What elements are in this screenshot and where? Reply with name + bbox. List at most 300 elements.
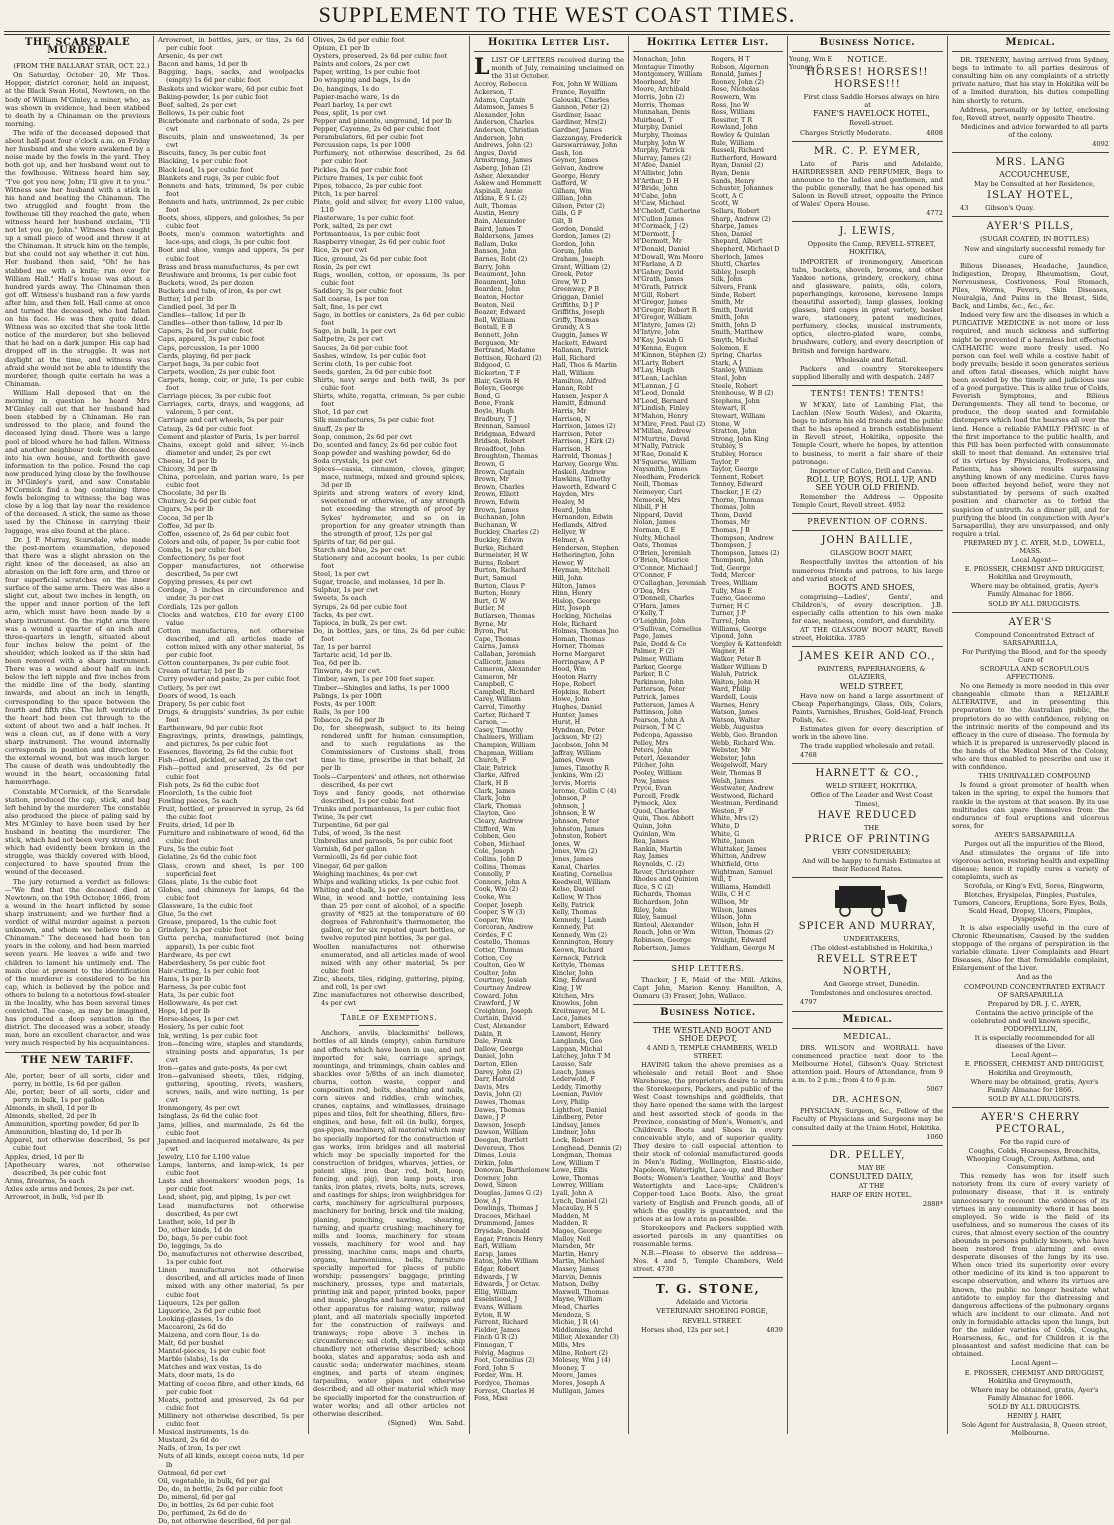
letter-name: Garswarraway, John (552, 141, 618, 150)
tariff-item: Jewelry, L10 for L100 value (158, 1152, 250, 1161)
exemptions-text: Anchors, anvils, blacksmiths' bellows, bottles of all kinds (empty), cabin furniture and effects which have been in use, and not imported for sale, carriage springs, mountings, and trimmings, chain cables and shackles over 5/8ths of an inch diameter, churns, cotton waste, copper and composition rod, bolts, sheathing and nails, corn sieves and riddles, crab winches, cranes, captains, and windlasses, drainage pipes and tiles, felt for sheathing, fillers, fire-engines, and hose, felt oil (in bulk), forges, gas-pipes, machinery, all material which may be specially imported for the construction of gas works, iron bridges and all material which may be specially imported for the construction of bridges, wharves, jetties, or patent slips, iron (bar, rod, bolt, hoop, fencing, and pig), iron lamp posts, iron tanks, iron plates, rivets, bolts, nuts, screws, and castings for ships; iron weighbridges for carts, machinery for agricultural purposes, machinery for boring, brick and tile making, planing, punching, sawing, shearing, turning, and quartz crushing; machinery for mills and looms, machinery for steam vessels, machinery for wool and hay pressing, machine cans, maps and charts, organs, harmoniums, bells, furniture specially imported for places of public worship; passengers' baggage, printing machinery, presses, type and materials, printing ink and paper, printed books, paper and music, ploughs and harrows, pumps and other apparatus for raising water, railway plant, and all materials specially imported for the construction of railways and tramways; rope above 3 inches in circumference; sail cloth, ships' blocks, ship chandlery not otherwise described; school books, slates and apparatus; soda ash and caustic soda; underwater machines, steam engines, and parts of steam engines; tarpaulins, water pipes not otherwise described; and all other material which may be specially imported for the construction of water works; and all other articles not otherwise described. (313, 1029, 465, 1418)
letter-name: Pow, James (633, 776, 670, 785)
tariff-item: Matting of cocoa fibre, and other kinds, 6d per cubic foot (158, 1379, 304, 1396)
tariff-item: Lead, sheet, pig, and piping, 1s per cwt (158, 1193, 291, 1202)
lewis-packers (792, 365, 943, 381)
letter-name: Moore, Archibald (633, 85, 690, 94)
letter-name: Burt, G W (474, 596, 507, 605)
tariff-item: Jams, jellies, and marmalade, 2s 6d the cubic foot (158, 1120, 304, 1137)
letter-name: Gilham, Wm (552, 186, 592, 195)
letter-name: Beaumont, John (474, 277, 526, 286)
tariff-item: Earthenware, 9d per cubic foot (158, 723, 263, 732)
letter-name: Roswern, Wm (711, 93, 757, 102)
letter-name: Earsp, James (474, 1249, 517, 1258)
letter-name: Alexander, John (474, 110, 525, 119)
tariff-item: Sago, in bulk, 1s per cwt (313, 327, 397, 336)
sars-ayers: AYER'S SARSAPARILLA (994, 830, 1075, 839)
pelley-may: MAY BE (857, 1163, 886, 1172)
letter-name: Johnson, J (552, 801, 585, 810)
letter-name: Levy, Philip (552, 1097, 590, 1106)
letter-name: Anderson, Christian (474, 125, 539, 134)
tariff-item: Do wrapping and bags, 1s do (313, 76, 411, 85)
tents-importer: Importer of Calico, Drill and Canvas. (809, 466, 934, 475)
tariff-item: Posts, 4s per 100ft (313, 699, 376, 708)
letter-name: Robson, Algernon (711, 62, 769, 71)
tariff-item: Hollowware, 4s per cwt (158, 999, 238, 1008)
tariff-item: Pork, salted, 2s per cwt (313, 222, 392, 231)
letter-name: Jervis, Morris (552, 779, 597, 787)
letter-name: Cooke, Wm (474, 892, 511, 901)
letter-name: Grundy, A S (552, 323, 591, 332)
letter-name: Horne Margaret (552, 649, 606, 658)
letter-name: Costello, Thomas (474, 938, 530, 947)
letter-name: Beazer, Edward (474, 308, 526, 317)
ad-number: 4952 (888, 501, 906, 510)
letter-name: Wightman, Samuel (711, 867, 773, 876)
letter-name: Patrick, James (633, 692, 680, 701)
cherry-list: Coughs, Colds, Hoarseness, Bronchitis, Whooping Cough, Croup, Asthma, and Consumption. (966, 1146, 1101, 1172)
tariff-list (158, 36, 304, 1525)
letter-name: Richards, Thomas (633, 890, 692, 899)
letter-name: Douglas, James G (2) (474, 1189, 543, 1198)
letter-name: Roach, John or Wm (633, 928, 696, 937)
tariff-item: Pickles, 2s 6d per cubic foot (313, 165, 408, 174)
letter-name: Armstrong, James (474, 156, 533, 165)
letter-name: Westwood, Richard (711, 791, 774, 800)
tariff-item: Arrowroot, in bulk, ½d per lb (5, 1193, 104, 1202)
signed-label: (Signed) (387, 1418, 417, 1427)
sars-cure: SCROFULA AND SCROFULOUS AFFECTIONS. (979, 665, 1090, 682)
letter-name: Carson, — (474, 718, 508, 727)
letter-name: Webb, Richard Wm. (711, 738, 776, 747)
letter-name: Pedcopa, Agassiso (633, 730, 693, 739)
letter-name: Jerome, Collin C (4) (552, 786, 617, 795)
tariff-item: Do, scented and fancy, 2s 6d per cubic foot (313, 440, 458, 449)
article-source: (FROM THE BALLARAT STAR, OCT. 22.) (13, 62, 150, 71)
boot-depot-nb (633, 1249, 783, 1273)
letter-name: Edwards, J or Octav. (474, 1280, 541, 1289)
letter-name: Lindner, John (552, 1128, 596, 1137)
letter-name: M'Kenna, Eugen (633, 343, 687, 352)
letter-name: Wilson, John H (711, 920, 760, 929)
letter-name: Peters, John (633, 746, 673, 755)
letter-name: Homan, Thomas (552, 634, 605, 643)
letter-name: Cooper, Wm (474, 915, 514, 924)
tariff-title: THE NEW TARIFF. (21, 1054, 134, 1066)
letter-name: Sharpe, James (711, 222, 758, 231)
letter-name: Asher, Alexander (474, 171, 530, 180)
letter-name: Butlarsen, Thomas (474, 611, 535, 620)
letter-name: Clifford, Wm (474, 824, 516, 833)
tariff-item: Linen manufactures not otherwise described, and all articles made of linen mixed with any other material, 5s per cubic foot (158, 1266, 304, 1299)
tariff-item: Almonds, shelled, 2d per lb (5, 1112, 97, 1121)
letter-name: Bidgood, G (474, 361, 510, 370)
masthead-title: SUPPLEMENT TO THE WEST COAST TIMES. (318, 2, 796, 27)
letter-name: Low, William T (552, 1158, 600, 1167)
letter-name: Jaffray, William (552, 748, 602, 757)
tariff-item: Chocolate, 3d per lb (158, 489, 226, 498)
tariff-item: Brass and brass manufactures, 4s per cwt (158, 262, 299, 271)
letter-name: Needham, Frederick (633, 472, 700, 481)
letter-name: Webb, Augustus (711, 723, 764, 732)
tariff-item: Gutta percha, manufactured (not being apparel), 1s per cubic foot (158, 934, 304, 951)
tariff-item: Pitch, 1s per barrel (313, 189, 378, 198)
letter-name: Martin, Henry (552, 1249, 599, 1258)
horses-body: First class Saddle Horses always on hire at (803, 93, 940, 110)
letter-name: Shea, Daniel (711, 229, 753, 238)
baillie-sub: GLASGOW BOOT MART, (830, 549, 913, 558)
letter-name: Mulligan, James (552, 1386, 605, 1395)
letter-name: Griggan, Daniel (552, 293, 604, 301)
letter-name: Mayne, William (552, 1295, 603, 1304)
cherry-prosser: E. PROSSER, CHEMIST AND DRUGGIST, Hokitika and Greymouth, (964, 1368, 1105, 1385)
boot-depot-address: 4 AND 5, TEMPLE CHAMBERS, WELD STREET. (646, 1043, 778, 1060)
letter-name: Marsden, Mr (552, 1242, 595, 1251)
letter-name: Bradbury, T J (474, 414, 517, 423)
letter-name: Johnson, E W (552, 809, 596, 818)
letter-name: Grew, W D (552, 277, 587, 286)
letter-name: Folvig, Magnus (474, 1348, 524, 1357)
divider (792, 530, 943, 531)
sars-and: And as the (1016, 973, 1053, 982)
pills-almanac: Where may be obtained, gratis, Ayer's Family Almanac for 1866. (970, 582, 1099, 599)
tariff-item: Paints and colors, 2s per cwt (313, 60, 410, 69)
letter-name: Beaton, Hector (474, 293, 524, 301)
tariff-item: Cotton counterpanes, 3s per cubic foot (158, 659, 289, 668)
sars-body3: And stimulates the organs of life into vigorous action, restoring health and expelling disease; hence it rapidly cures a variety of complaints, such as (952, 849, 1109, 882)
article-paragraph: On Saturday, October 20, Mr Thos. Hopper, district coroner, held an inquest, at the Black Swan Hotel, Newtown, on the body of William M'Ginley, a miner, who, as was shown in evidence, had been stabbed to death by a Chinaman on the previous morning. (5, 71, 150, 128)
tariff-item: Copying presses, 4s per cwt (158, 578, 253, 587)
keir-trade-supplied: The trade supplied wholesale and retail. (800, 742, 935, 751)
letter-name: Dawson, William (474, 1128, 529, 1137)
tariff-item: Fowling pieces, 5s each (158, 796, 238, 805)
letter-name: Buckley, Charles (2) (474, 528, 539, 537)
tariff-item: Varnish, 6d per gallon (313, 845, 387, 854)
tents-body: W M'KAY, late of Lambing Flat, the Lachlan (New South Wales), and Okarita, begs to inform his old friends and the public that he has opened a branch establishment in Revell street, Hokitika, opposite the Temple Court, where he hopes, by attention to business, to merit a fair share of their patronage. (792, 401, 943, 466)
letter-name: Rule, William (711, 138, 755, 147)
spicer-title: SPICER AND MURRAY, (798, 921, 937, 933)
divider (792, 877, 943, 878)
letter-name: Howe, John (552, 695, 590, 704)
letter-name: Thomas, J B (711, 525, 750, 534)
letter-name: Vipond, John (711, 632, 753, 641)
letter-name: Murphy, Daniel (633, 123, 683, 132)
tariff-item: Essences, flavoring, 2s 6d the cubic foot (158, 748, 294, 757)
letter-name: Cooper, S W (3) (474, 908, 525, 917)
letter-name: M'Squerse, William (633, 457, 697, 466)
tariff-item: Vinegar, 6d per gallon (313, 861, 388, 870)
tariff-item: Glassware, 1s the cubic foot (158, 902, 253, 911)
letter-name: Brown, Edwin (474, 498, 520, 507)
letter-name: Lausso, Salr (552, 1059, 592, 1068)
letter-name: Hellyer, W (552, 528, 586, 537)
letter-name: M'Mahon, Henry (633, 412, 688, 420)
article-paragraph: William Hall deposed that on the morning in question he heard Mrs M'Ginley call out that her husband had been stabbed by a Chinaman. He ran undressed to the place, and found the deceased lying dead. There was a large pool of blood where he had fallen. Witness and another neighbour took the deceased into his own house, and forthwith gave information to the police. Found the cap now produced lying close by the fowlhouse in M'Ginley's yard, and saw Constable M'Cormick find a bag containing three fowls belonging to witness; the bag was close by a log that lay near the residence of the deceased. A stick, the same as those used by the Chinese in carrying their luggage, was also found at the place. (5, 388, 150, 535)
letter-name: Horner, Thomas (552, 642, 605, 651)
letter-name: Tenney, Edward (711, 480, 763, 489)
letter-name: Nibill, P H (633, 503, 667, 512)
letter-name: Rossiter, T R (711, 115, 753, 124)
tents-address (792, 493, 943, 509)
letter-name: Griffiths, Joseph (552, 308, 605, 317)
letter-name: Michie, J R (4) (552, 1318, 599, 1327)
letter-name: Darr, Harold (474, 1075, 515, 1084)
letter-name: Whitton, Andrew (711, 852, 767, 861)
letter-name: Nolan, James (633, 518, 676, 527)
letter-name: Adamson, James S (474, 103, 534, 112)
letter-name: Bridgman, Edward (474, 429, 536, 438)
tariff-item: Rice, 2s per cwt (313, 246, 367, 255)
letter-name: Webster, John (711, 753, 756, 762)
letter-name: Nemecek, Mrs (633, 495, 681, 504)
letter-name: Parker, R C (633, 670, 670, 679)
tariff-item: Portmanteaus, 1s per cubic foot (313, 230, 420, 239)
letter-name: Stratton, John (711, 427, 757, 436)
letter-name: Buchanan, W (474, 520, 517, 529)
sarsaparilla-title: AYER'S (1008, 616, 1053, 628)
tariff-item: Timber, sawn, 1s per 100 feet super. (313, 675, 435, 684)
letter-name: Bell, William (474, 315, 516, 324)
letter-name: O'Callaghan, Jeremiah (633, 579, 706, 588)
letter-name: Hall, Richard (552, 353, 596, 362)
divider (952, 1107, 1109, 1108)
letter-name: Brown, Mr (474, 475, 509, 484)
tariff-item: Iron—galvanised sheets, tiles, ridging, guttering, spouting, rivets, washers, screws, nails, and wire netting, 1s per cwt (158, 1072, 304, 1105)
letter-name: Campbell, Richard (474, 687, 535, 696)
letter-name: Berguson, Mr (474, 338, 519, 347)
letter-name: Barnes, Robt (2) (474, 255, 528, 264)
tariff-item: Candied peel, 3d per lb (158, 303, 237, 312)
tariff-item: Spices—cassia, cinnamon, cloves, ginger, mace, nutmegs, mixed and ground spices, 3d per lb (313, 464, 465, 490)
letter-name: Griffy, Thomas (552, 315, 599, 324)
letter-name: Kincler, John (552, 968, 594, 977)
letter-name: Patterson, James A (633, 700, 695, 709)
letter-name: Will, T (711, 875, 732, 884)
tariff-item: Cheese, 1d per lb (158, 456, 217, 465)
tariff-item: Sashes, window, 1s per cubic foot (313, 351, 426, 360)
letter-name: Lowe, Thomas (552, 1173, 599, 1182)
tariff-item: Pepper, Cayenne, 2s 6d per cubic foot (313, 125, 440, 134)
tariff-item: Floorcloth, 1s the cubic foot (158, 788, 253, 797)
article-paragraph: Dr. J. P. Murray, Scarsdale, who made the post-mortem examination, deposed that there was a slight abrasion on the right knee of the deceased, as also an abrasion on the left fore arm, and three or four superficial scratches on the inner surface of the same arm. There was also a slight cut, about two inches in length, on the upper and inner portion of the left arm, which must have been made by a sharp instrument. On the right arm there was a wound a quarter of an inch and three-quarters in length, situated about four inches below the point of the shoulder, which looked as if the skin had been removed with a sharp instrument. There was a wound about half an inch below the left nipple and five inches from the middle line of the body, slanting inwards, and about an inch in length, corresponding to the space between the fourth and fifth ribs. The left ventricle of the heart had been cut through to the extent of about two and a half inches. It was a clean cut, as if done with a very sharp instrument. The wound internally corresponds in position and direction to the external wound, but was much larger. The cause of death was undoubtedly the wound in the heart, occasioning fatal hæmorrhage. (5, 535, 150, 787)
letter-name: Kelly, Patrick (552, 900, 595, 909)
tariff-item: Carriage pieces, 3s per cubic foot (158, 392, 272, 401)
letter-name: Thomas, John (711, 503, 756, 512)
divider (633, 1004, 783, 1005)
tariff-item: Sulphur, 1s per cwt (313, 586, 379, 595)
tariff-item: Coffee, essence of, 2s 6d per cubic foot (158, 529, 290, 538)
letter-name: Earl, William (474, 1242, 517, 1251)
letter-name: Anderson, John (474, 133, 524, 142)
notice-title: NOTICE. (847, 55, 888, 65)
tariff-item: Chains, except gold and silver, ½-inch diameter and under, 2s per cwt (158, 440, 304, 457)
tariff-item: Oil, vegetable, in bulk, 6d per gal (158, 1476, 270, 1485)
tariff-item: Candles—other than tallow, 1d per lb (158, 319, 283, 328)
letter-name: M'Lean, Lachlan (633, 374, 688, 383)
divider (792, 763, 943, 764)
medical-heading: Medical. (1005, 37, 1056, 48)
letter-name: Younge, C (789, 62, 822, 71)
letter-name: Banson, John (474, 247, 517, 256)
tariff-item: Horse-shoes, 1s per cwt (158, 1015, 239, 1024)
letter-name: Dowlings, Thomas J (474, 1204, 539, 1213)
letter-name: M'Mire, Fred. Paul (2) (633, 419, 706, 428)
letter-name: M'Bride, John (633, 184, 678, 193)
letter-name: Keown, Richard (552, 946, 604, 955)
letter-name: Hayden, Mrs (552, 490, 594, 499)
cherry-sole: Sole Agent for Australasia, 8, Queen street, Melbourne. (961, 1421, 1108, 1438)
letter-name: Guggin, James W (552, 330, 608, 339)
letter-name: Hansen, Jesper A (552, 391, 608, 400)
baillie-title: JOHN BAILLIE, (821, 535, 914, 547)
tariff-item: Salt, fine, 1s per cwt (313, 303, 383, 312)
tariff-item: Salt coarse, 1s per ton (313, 295, 389, 303)
letter-name: Steel, John (711, 374, 747, 383)
letter-name: Stephens, John (711, 396, 760, 405)
tariff-item: Biscuits, plain and unsweetened, 3s per cwt (158, 133, 304, 150)
tariff-item: Biscuits, fancy, 3s per cubic foot (158, 149, 267, 158)
spicer-street2: And George street, Dunedin. (823, 980, 920, 989)
letter-name: Brown, Captain (474, 467, 525, 476)
letter-name: Harris, Mr (552, 406, 587, 415)
tariff-item: Chutney, 2s 6d per cubic foot (158, 497, 257, 506)
tariff-item: Liqueurs, 12s per gallon (158, 1298, 240, 1307)
letter-name: White, D (711, 822, 740, 831)
letter-name: Forder, Wm. H. (474, 1371, 524, 1380)
ad-number: 4730 (656, 1265, 674, 1274)
letter-name: Lynch, Daniel (2) (552, 1196, 608, 1205)
tariff-item: Olives, 2s 6d per cubic foot (313, 36, 405, 44)
tariff-item: Capers, 2s 6d per cubic foot (158, 327, 253, 336)
letter-name: Atkins, E S L (2) (474, 194, 527, 203)
letter-name: Taylor, P (711, 457, 739, 466)
letter-name: Turner, J P (711, 609, 746, 618)
letter-list-title: Hokitika Letter List. (488, 37, 610, 48)
tariff-item: Malt, 6d per bushel (158, 1339, 224, 1348)
letter-name: Quin, Thos. Abbott (633, 814, 694, 823)
sars-recommended: It is especially recommended for all diseases of the Liver. (974, 1034, 1095, 1051)
letter-name: Milne, Robert (2) (552, 1348, 608, 1357)
tariff-item: Whiting and chalk, 1s per cwt (313, 885, 414, 894)
tariff-item: Rice, ground, 2s 6d per cubic foot (313, 254, 427, 263)
tariff-item: Glue, 5s the cwt (158, 910, 213, 919)
letter-name: Kennington, Henry (552, 938, 614, 947)
boot-depot-body: HAVING taken the above premises as a wholesale and retail Boot and Shoe Warehouse, the proprietors desire to inform the Storekeepers, Packers, and public of the West Coast townships and goldfields, that they have opened the same with the largest and best assorted stock of goods in the Province, consisting of Men's, Women's, and Children's Boots and Shoes in every conceivable style, and of superior quality. They desire to call especial attention to their stock of colonial manufactured goods in Men's Riding, Wellington, Elastic-side, Napoleon, Watertight, Lace-up, and Blucher Boots; Women's Leather, Youths' and Boys' Watertights and Lace-ups; Children's Copper-toed Lace Boots. Also, the great variety of English and French goods, all of which the quality is guaranteed, and the prices at as low a rate as possible. (633, 1060, 783, 1223)
letter-name: Morris, John (2) (633, 93, 685, 102)
tariff-item: Sweets, 5s each (313, 594, 367, 603)
tariff-item: Starch and blue, 2s per cwt (313, 545, 406, 554)
letter-name: Ford, John S (474, 1363, 515, 1372)
letter-name: M'Murtrie, David (633, 434, 690, 443)
letter-name: M'Gahey, David (633, 267, 684, 276)
tariff-item: Confectionery, 5s per foot (158, 554, 245, 562)
letter-name: Murphy, John W (633, 138, 685, 147)
ad-number: 4808 (926, 128, 943, 137)
tariff-item: Shot, 1d per cwt (313, 408, 369, 417)
letter-name: Darey, John (2) (474, 1067, 523, 1076)
stone-title: T. G. STONE, (655, 1282, 761, 1297)
exemptions-title: Table of Exemptions. (340, 1013, 438, 1023)
tariff-item: Blacking, 1s per cubic foot (158, 157, 248, 166)
letter-name: Foss, Miss (474, 1394, 508, 1403)
letter-name: M'Kinnon, Stephen (2) (633, 351, 707, 360)
letter-name: Hooton Harry (552, 672, 597, 681)
letter-name: M'Leod, Donald (633, 389, 685, 398)
letter-name: Walsh, Patrick (711, 670, 758, 679)
letter-name: Aspinall, Annie (474, 186, 523, 195)
letter-name: Kettyle, Thomas (552, 961, 605, 970)
ad-number: 4768 (800, 751, 817, 760)
letter-name: Dallow, George (474, 1044, 524, 1053)
cherry-body: This remedy has won for itself such notoriety from its cure of every variety of pulmonary disease, that it is entirely unnecessary to recount the evidences of its virtues in any community where it has been employed. So wide is the field of its usefulness, and so numerous the cases of its cures, that almost every section of the country abounds in persons publicly known, who have been restored from alarming and even desperate diseases of the lungs by its use. When once tried its superiority over every other medicine of its kind is too apparent to escape observation, and where its virtues are known, the public no longer hesitate what antidote to employ for the distressing and dangerous affections of the pulmonary organs which are incident to our climate. And not only in formidable attacks upon the lungs, but for the milder varieties of Colds, Coughs, Hoarseness, &c., and for Children it is the pleasantest and safest medicine that can be obtained. (952, 1172, 1109, 1359)
letter-name: Ward, Philip (711, 685, 751, 694)
letter-name: Sherloch, James (711, 252, 764, 261)
letter-name: Baird, James T (474, 224, 522, 233)
letter-name: Hamitt, Edmund (552, 399, 606, 408)
letter-name: Mead, Charles (552, 1302, 600, 1311)
pills-title: AYER'S PILLS, (986, 221, 1075, 233)
letter-name: Johnson, P (552, 794, 587, 803)
letter-name: Quinn, John (633, 822, 672, 831)
baillie-address-text: AT THE GLASGOW BOOT MART, Revell street, Hokitika. (792, 626, 943, 643)
letter-name: Clark, James (474, 786, 516, 795)
tariff-item: Clocks and watches, £10 for every £100 value (158, 610, 304, 627)
letter-name: Yeldham, George M (711, 943, 775, 952)
letter-name: Carrol, Timothy (474, 703, 526, 712)
letter-name: Harrold, Thomas J (552, 452, 612, 461)
acheson-title: DR. ACHESON, (832, 1095, 903, 1105)
letter-name: Edgar, Robert (474, 1265, 520, 1273)
letter-name: Bone, Frank (474, 399, 514, 408)
letter-name: Clark, John (474, 794, 511, 803)
letter-name: Harvey, George Wm. (552, 460, 620, 469)
spicer-tombstones: Tombstones and enclosures erected. (810, 989, 933, 998)
trenery-address: Address, personally or by letter, enclosing fee, Revell street, nearly opposite Theatre. (952, 105, 1109, 122)
tariff-item: Isinglass, 2s 6d the cubic foot (158, 1112, 258, 1121)
letter-name: Hetherington, John (552, 551, 615, 560)
letter-name: O'Donnell, Charles (633, 594, 695, 603)
letter-name: Accroy, Rebecca (474, 80, 527, 89)
letter-name: Kitchen, Mrs (552, 991, 594, 1000)
letter-name: Robertson, James (633, 943, 690, 952)
cherry-title: AYER'S CHERRY PECTORAL, (980, 1111, 1081, 1135)
letter-name: Thompson, J (711, 541, 752, 550)
letter-name: O'Dea, Mrs (633, 586, 670, 595)
letter-name: Angus, David (474, 148, 517, 157)
letter-name: Robinson, George (633, 935, 691, 944)
tariff-item: Do, perfumed, 2s 6d do do (158, 1509, 247, 1518)
tariff-item: Woollen manufactures not otherwise enumerated, and all articles made of wool mixed with any other material, 5s per cubic foot (313, 942, 465, 975)
letter-name: O'Sullivan, Cornelius (633, 624, 702, 633)
letter-name: Riley, John (633, 905, 668, 914)
letter-name: Hinn, Henry (552, 589, 593, 598)
pills-prosser: E. PROSSER, CHEMIST AND DRUGGIST, Hokitika and Greymouth, (964, 565, 1105, 582)
letter-name: Watson, Walter (711, 715, 760, 724)
divider (359, 1025, 420, 1026)
sars-almanac: Where may be obtained, gratis, Ayer's Family Almanac for 1866. (970, 1077, 1099, 1094)
tariff-item: Cement and plaster of Paris, 1s per barrel (158, 432, 299, 441)
letter-name: Whitfield, Otto (711, 860, 759, 869)
letter-name: Gordon, John (552, 239, 595, 248)
tariff-item: Oysters, preserved, 2s 6d per cubic foot (313, 52, 448, 61)
letter-name: Walker William D (711, 662, 768, 671)
letter-name: Cust, Alexander (474, 1022, 526, 1030)
letter-name: Kellow, W Thos (552, 892, 602, 901)
cherry-for: For the rapid cure of (999, 1137, 1070, 1146)
letter-name: Rowland, John (711, 123, 758, 132)
letter-name: Rea, James (633, 837, 669, 846)
column-3 (310, 36, 468, 1434)
